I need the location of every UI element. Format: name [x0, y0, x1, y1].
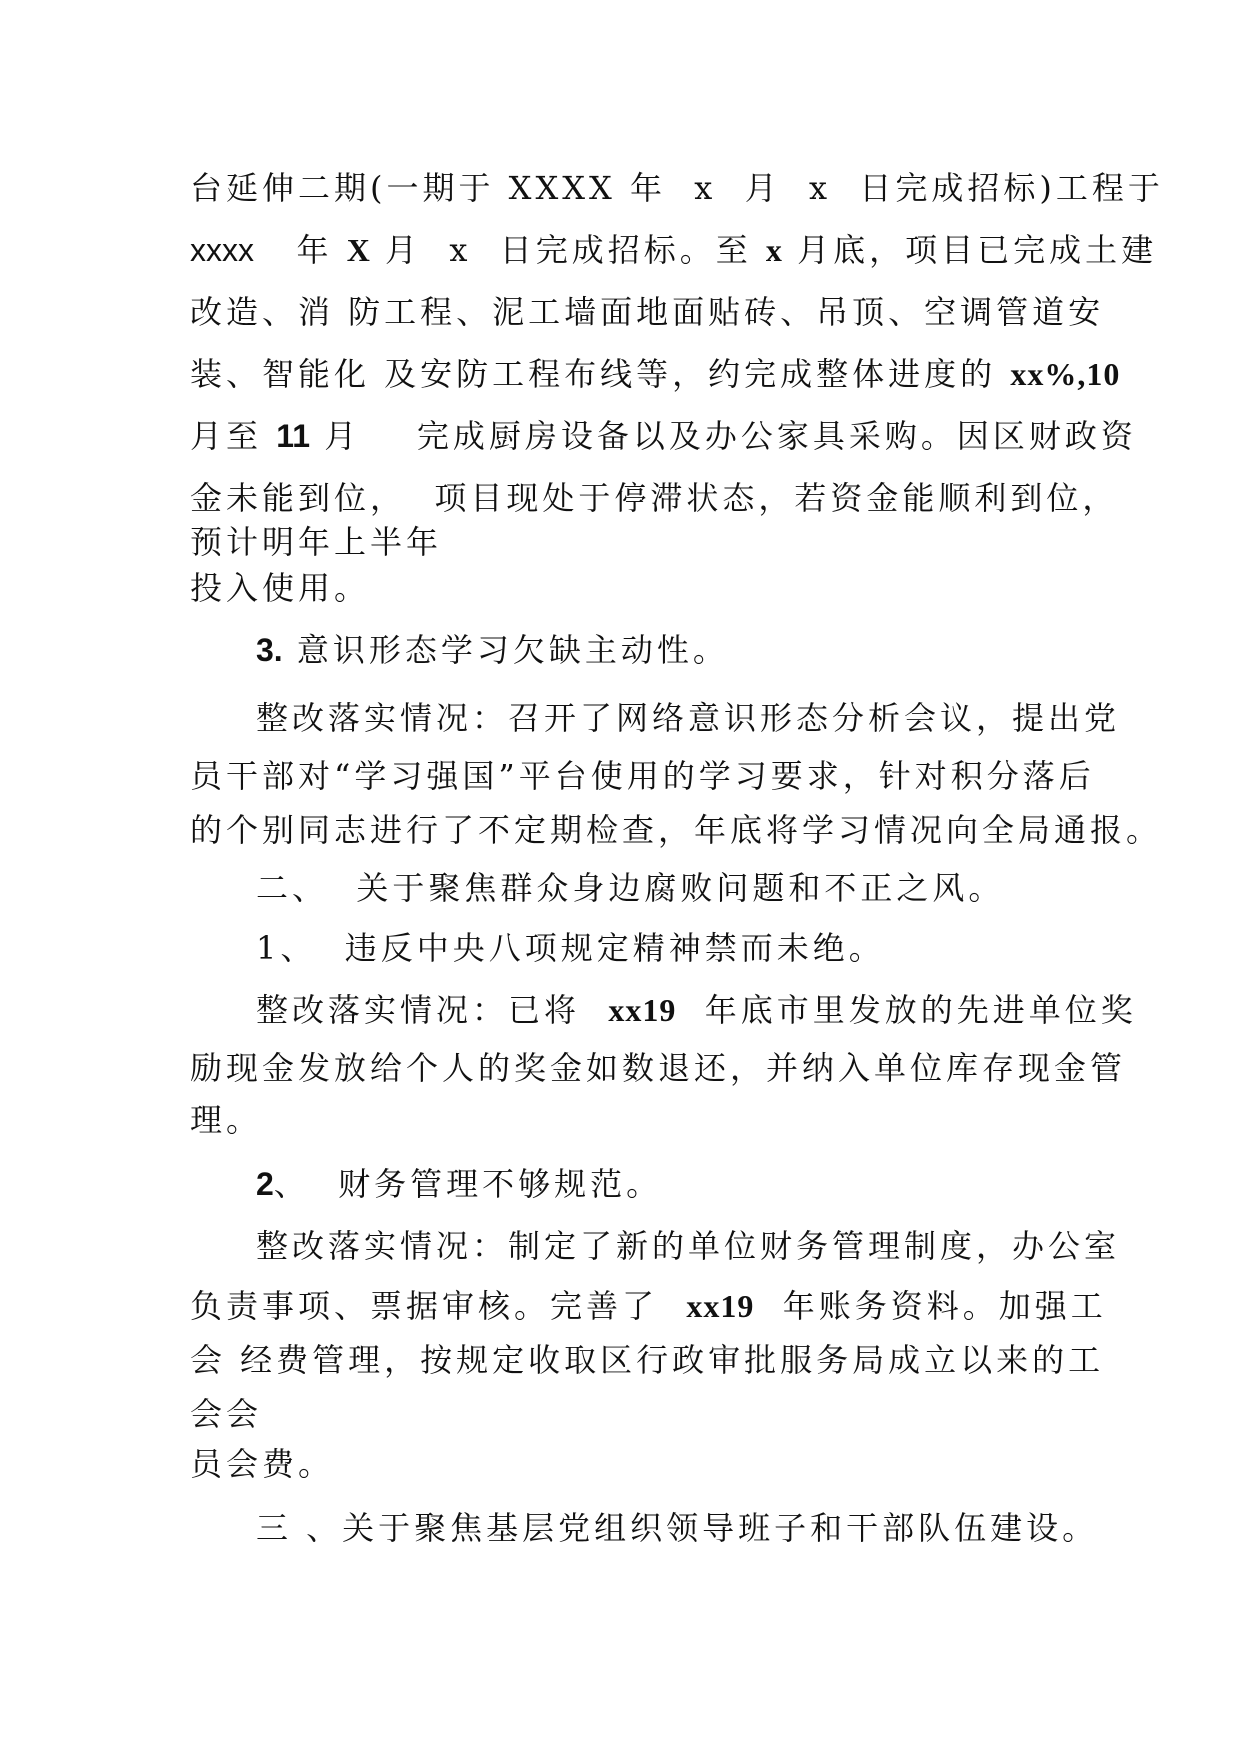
text-line [256, 698, 1120, 738]
text-line [190, 292, 1104, 332]
list-item-1 [256, 928, 885, 968]
text-span: 台延伸二期(一期于 XXXX 年 x 月 x 日完成招标)工程于 [190, 169, 1164, 207]
text-line [190, 756, 1095, 796]
section-heading-3 [256, 1508, 1098, 1548]
text-span: 励现金发放给个人的奖金如数退还，并纳入单位库存现金管 [190, 1049, 1127, 1087]
bold-text: 3. [256, 632, 283, 668]
bold-text: x [765, 232, 783, 268]
text-span: 月 x 日完成招标。至 [370, 231, 766, 269]
text-span: 年 [254, 231, 347, 269]
text-span: 理。 [190, 1101, 263, 1139]
text-line [190, 810, 1162, 850]
text-span: 意识形态学习欠缺主动性。 [282, 631, 729, 669]
text-span: 月至 [190, 417, 277, 455]
text-line [190, 168, 1164, 208]
text-span: 三 、关于聚焦基层党组织领导班子和干部队伍建设。 [256, 1509, 1099, 1547]
text-line [190, 478, 1118, 518]
text-span: 会会 [190, 1395, 263, 1433]
text-line [190, 568, 370, 608]
text-span: 整改落实情况：召开了网络意识形态分析会议，提出党 [256, 699, 1121, 737]
bold-text: xx%,10 [1010, 356, 1121, 392]
text-span: 整改落实情况：制定了新的单位财务管理制度，办公室 [256, 1227, 1121, 1265]
text-span: 预计明年上半年 [190, 523, 443, 561]
text-line [190, 1340, 1104, 1380]
text-line [190, 1394, 262, 1434]
text-span: 金未能到位， 项目现处于停滞状态，若资金能顺利到位， [190, 479, 1119, 517]
text-span: 、 财务管理不够规范。 [273, 1165, 663, 1203]
bold-text: X [346, 232, 371, 268]
text-line [190, 1286, 1107, 1326]
bold-text: 2 [256, 1166, 274, 1202]
text-span: 装、智能化 及安防工程布线等，约完成整体进度的 [190, 355, 1011, 393]
text-line [190, 354, 1120, 394]
section-heading-2 [256, 868, 1004, 908]
text-span: 的个别同志进行了不定期检查，年底将学习情况向全局通报。 [190, 811, 1163, 849]
text-line [190, 1100, 262, 1140]
text-span: 员会费。 [190, 1445, 335, 1483]
text-line [256, 1226, 1120, 1266]
text-span: 月底，项目已完成土建 [782, 231, 1158, 269]
text-span: 二、 关于聚焦群众身边腐败问题和不正之风。 [256, 869, 1005, 907]
text-span: xxxx [190, 232, 254, 268]
text-line [190, 1048, 1126, 1088]
text-line [190, 522, 442, 562]
text-span: 员干部对“学习强国”平台使用的学习要求，针对积分落后 [190, 757, 1095, 795]
text-span: 会 经费管理，按规定收取区行政审批服务局成立以来的工 [190, 1341, 1105, 1379]
text-line [190, 230, 1157, 270]
text-span: 负责事项、票据审核。完善了 [190, 1287, 687, 1325]
text-span: 整改落实情况：已将 [256, 991, 609, 1029]
list-item-2 [256, 1164, 662, 1204]
text-span: 年账务资料。加强工 [754, 1287, 1107, 1325]
text-line [190, 416, 1137, 456]
text-span: 1、 违反中央八项规定精神禁而未绝。 [256, 929, 885, 967]
text-span: 月 完成厨房设备以及办公家具采购。因区财政资 [310, 417, 1137, 455]
text-line [190, 1444, 334, 1484]
bold-text: xx19 [608, 992, 677, 1028]
heading-item-3 [256, 630, 729, 670]
text-span: 改造、消 防工程、泥工墙面地面贴砖、吊顶、空调管道安 [190, 293, 1105, 331]
bold-text: 11 [276, 418, 311, 454]
text-span: 投入使用。 [190, 569, 371, 607]
text-line [256, 990, 1137, 1030]
bold-text: xx19 [686, 1288, 755, 1324]
text-span: 年底市里发放的先进单位奖 [676, 991, 1137, 1029]
